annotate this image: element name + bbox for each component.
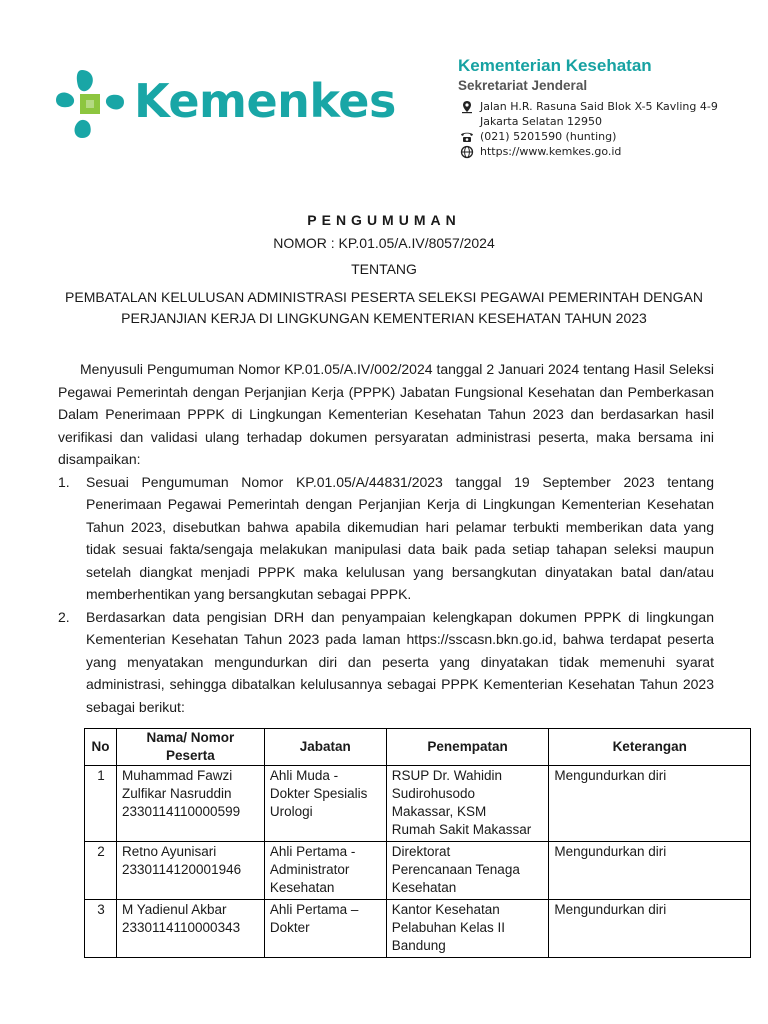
letterhead-info [458, 56, 758, 159]
announcement-about: TENTANG [351, 261, 417, 277]
header-jabatan: Jabatan [264, 729, 386, 766]
cell-penempatan [386, 766, 549, 842]
penempatan-line: Rumah Sakit Makassar [391, 822, 532, 837]
list-text: Sesuai Pengumuman Nomor KP.01.05/A/44831/2023 tanggal 19 September 2023 tentang Penerimaan Pegawai Pemerintah dengan Perjanjian Kerja di Lingkungan Kementerian Kesehatan Tahun 2023, disebutkan bahwa apabila dikemudian hari pelamar terbukti memberikan data yang tidak sesuai fakta/sengaja melakukan manipulasi data baik pada setiap tahapan seleksi maupun setelah diangkat menjadi PPPK maka kelulusan yang bersangkutan dinyatakan batal dan/atau memberhentikan yang bersangkutan sebagai PPPK. [86, 473, 714, 602]
jabatan-line: Urologi [269, 804, 313, 819]
phone-number: (021) 5201590 (hunting) [480, 130, 617, 143]
announcement-subject [40, 287, 728, 329]
penempatan-line: Sudirohusodo [391, 786, 476, 801]
table-row [85, 842, 751, 900]
nama-line: 2330114110000599 [121, 804, 241, 819]
cell-jabatan [264, 900, 386, 958]
telephone-icon [460, 130, 474, 144]
cell-nama [116, 900, 264, 958]
announcement-number: NOMOR : KP.01.05/A.IV/8057/2024 [273, 235, 495, 251]
cell-nama [116, 766, 264, 842]
penempatan-line: Bandung [391, 938, 446, 953]
intro-paragraph: Menyusuli Pengumuman Nomor KP.01.05/A.IV/002/2024 tanggal 2 Januari 2024 tentang Hasil Seleksi Pegawai Pemerintah dengan Perjanjian Kerja (PPPK) Jabatan Fungsional Kesehatan dan Pemberkasan Dalam Penerimaan PPPK di Lingkungan Kementerian Kesehatan Tahun 2023 dan berdasarkan hasil verifikasi dan validasi ulang terhadap dokumen persyaratan administrasi peserta, maka bersama ini disampaikan: [58, 361, 714, 467]
jabatan-line: Ahli Muda - [269, 768, 339, 783]
jabatan-line: Kesehatan [269, 880, 335, 895]
list-text: Berdasarkan data pengisian DRH dan penyampaian kelengkapan dokumen PPPK di lingkungan Kementerian Kesehatan Tahun 2023 pada laman https://sscasn.bkn.go.id, bahwa terdapat peserta yang menyatakan mengundurkan diri dan peserta yang dinyatakan tidak memenuhi syarat administrasi, sehingga dibatalkan kelulusannya sebagai PPPK Kementerian Kesehatan Tahun 2023 sebagai berikut: [86, 608, 714, 715]
cell-keterangan: Mengundurkan diri [549, 900, 751, 958]
announcement-body [58, 358, 714, 718]
jabatan-line: Dokter Spesialis [269, 786, 368, 801]
cell-keterangan: Mengundurkan diri [549, 766, 751, 842]
nama-line: M Yadienul Akbar [121, 902, 227, 917]
org-name: Kementerian Kesehatan [458, 56, 652, 75]
kemenkes-logo [52, 66, 396, 142]
address-line-1: Jalan H.R. Rasuna Said Blok X-5 Kavling 4-9 [480, 100, 718, 113]
kemenkes-emblem-icon [52, 66, 128, 142]
address [458, 99, 758, 129]
penempatan-line: Pelabuhan Kelas II [391, 920, 506, 935]
subject-line-1: PEMBATALAN KELULUSAN ADMINISTRASI PESERTA SELEKSI PEGAWAI PEMERINTAH DENGAN [65, 289, 703, 305]
list-number: 2. [58, 608, 70, 625]
participants-table [84, 728, 751, 958]
website [458, 144, 758, 159]
penempatan-line: Perencanaan Tenaga [391, 862, 520, 877]
header-keterangan: Keterangan [549, 729, 751, 766]
cell-no: 1 [85, 766, 117, 842]
header-nama [116, 729, 264, 766]
cell-penempatan [386, 842, 549, 900]
penempatan-line: Direktorat [391, 844, 451, 859]
penempatan-line: RSUP Dr. Wahidin [391, 768, 503, 783]
header-nama-line-1: Nama/ Nomor [146, 730, 235, 745]
points-list [58, 471, 714, 719]
nama-line: Zulfikar Nasruddin [121, 786, 232, 801]
logo-wordmark: Kemenkes [134, 74, 396, 128]
penempatan-line: Makassar, KSM [391, 804, 487, 819]
cell-penempatan [386, 900, 549, 958]
list-item [58, 471, 714, 606]
announcement-title: PENGUMUMAN [307, 212, 461, 228]
table-body [85, 766, 751, 958]
jabatan-line: Dokter [269, 920, 310, 935]
table-header-row [85, 729, 751, 766]
header-nama-line-2: Peserta [166, 748, 215, 763]
cell-keterangan: Mengundurkan diri [549, 842, 751, 900]
list-item [58, 606, 714, 719]
location-pin-icon [460, 100, 474, 114]
jabatan-line: Ahli Pertama – [269, 902, 359, 917]
phone [458, 129, 758, 144]
announcement-heading [40, 212, 728, 329]
penempatan-line: Kantor Kesehatan [391, 902, 500, 917]
org-subtitle: Sekretariat Jenderal [458, 78, 588, 93]
table-row [85, 766, 751, 842]
jabatan-line: Administrator [269, 862, 350, 877]
penempatan-line: Kesehatan [391, 880, 457, 895]
website-url[interactable]: https://www.kemkes.go.id [480, 145, 622, 158]
jabatan-line: Ahli Pertama - [269, 844, 356, 859]
subject-line-2: PERJANJIAN KERJA DI LINGKUNGAN KEMENTERIAN KESEHATAN TAHUN 2023 [121, 310, 647, 326]
cell-jabatan [264, 842, 386, 900]
cell-no: 3 [85, 900, 117, 958]
list-number: 1. [58, 473, 70, 490]
cell-nama [116, 842, 264, 900]
cell-no: 2 [85, 842, 117, 900]
nama-line: Muhammad Fawzi [121, 768, 233, 783]
cell-jabatan [264, 766, 386, 842]
globe-icon [460, 145, 474, 159]
nama-line: 2330114120001946 [121, 862, 242, 877]
table-row [85, 900, 751, 958]
header-no: No [85, 729, 117, 766]
nama-line: Retno Ayunisari [121, 844, 217, 859]
header-penempatan: Penempatan [386, 729, 549, 766]
nama-line: 2330114110000343 [121, 920, 241, 935]
address-line-2: Jakarta Selatan 12950 [480, 115, 603, 128]
